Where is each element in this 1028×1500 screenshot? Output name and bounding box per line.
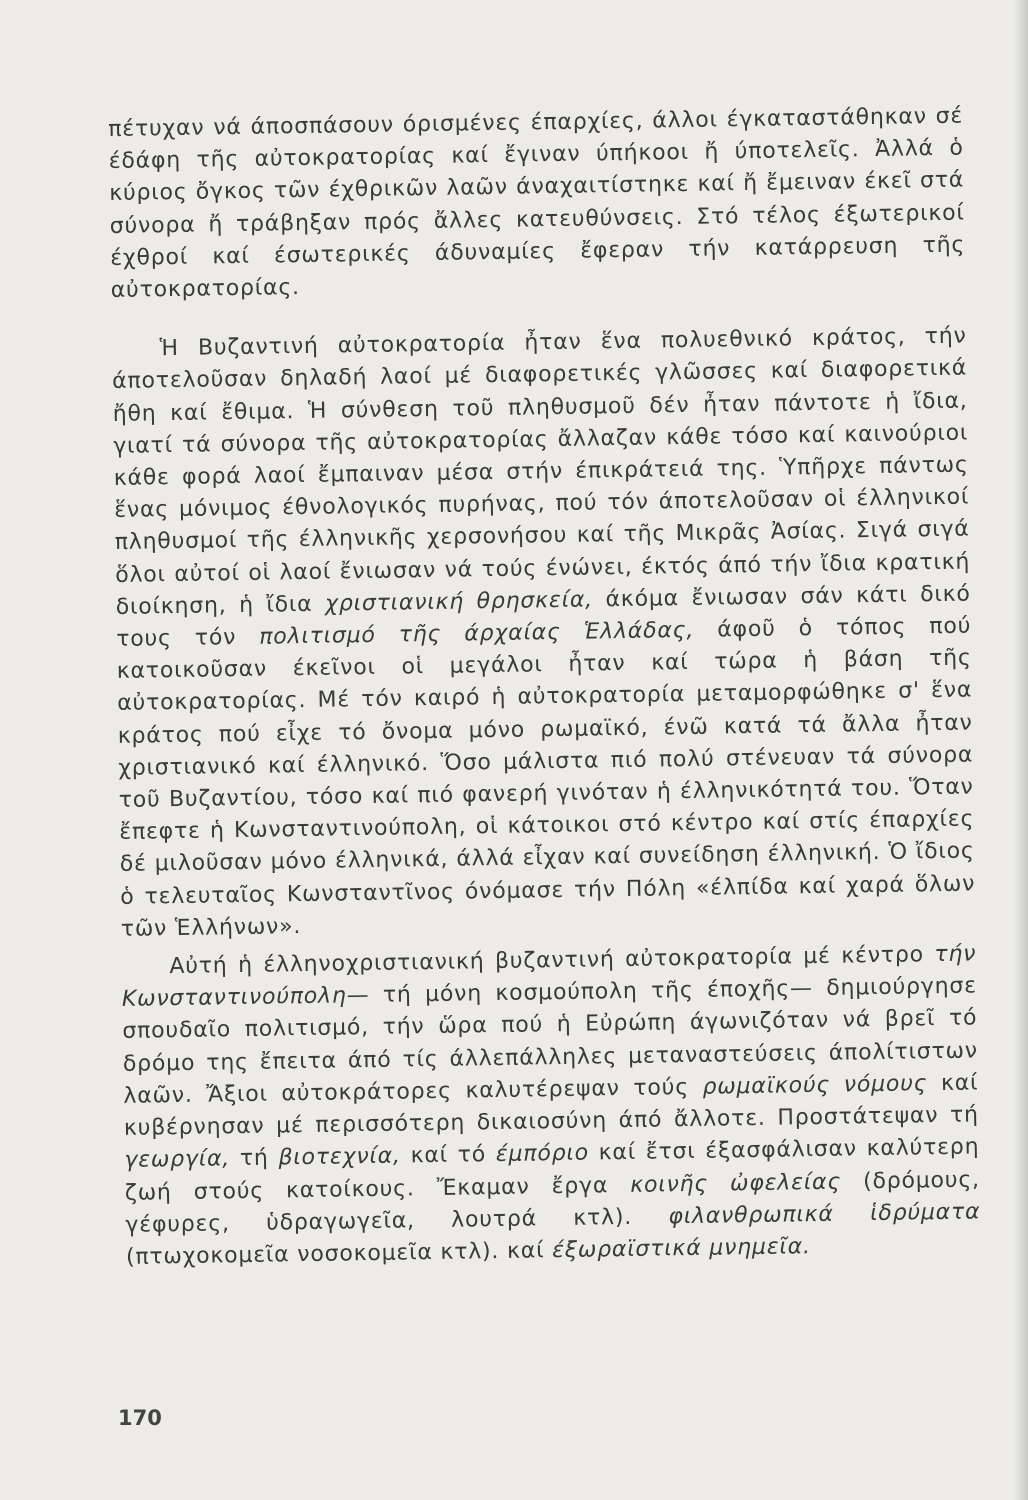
paragraph-3 <box>121 939 981 1274</box>
text-run: πέτυχαν νά άποσπάσουν όρισμένες έπαρχίες, άλλοι έγκαταστάθηκαν σέ έδάφη τῆς αὐτοκρατορίας καί ἔγιναν ύπήκοοι ἤ ύποτελεῖς. Ἀλλά ὁ κύριος ὄγκος τῶν έχθρικῶν λαῶν άναχαιτίστηκε καί ἤ ἔμειναν έκεῖ στά σύνορα ἤ τράβηξαν πρός ἄλλες κατευθύνσεις. Στό τέλος έξωτερικοί έχθροί καί έσωτερικές άδυναμίες ἔφεραν τήν κατάρρευση τῆς αὐτοκρατορίας. <box>108 103 966 303</box>
emphasized-text: χριστιανική θρησκεία, <box>324 587 594 617</box>
body-text <box>108 101 981 1274</box>
emphasized-text: έμπόριο <box>495 1140 590 1168</box>
text-run: τή <box>229 1145 279 1172</box>
emphasized-text: γεωργία, <box>124 1146 231 1174</box>
page-number: 170 <box>118 1406 162 1430</box>
emphasized-text: τήν Κωνσταντινούπολη <box>121 941 977 1013</box>
text-run: άκόμα ἔνιωσαν σάν κάτι δικό τους τόν <box>116 581 971 652</box>
emphasized-text: πολιτισμό τῆς άρχαίας Ἑλλάδας, <box>259 617 695 650</box>
text-run: Αὐτή ἡ έλληνοχριστιανική βυζαντινή αὐτοκρατορία μέ κέντρο <box>169 942 935 980</box>
text-run: καί ἔτσι έξασφάλισαν καλύτερη ζωή στούς κατοίκους. Ἔκαμαν ἔργα <box>124 1134 980 1206</box>
paragraph-1 <box>108 101 966 308</box>
text-run: (δρόμους, γέφυρες, ὑδραγωγεῖα, λουτρά κτλ). <box>125 1166 981 1238</box>
paragraph-2 <box>111 321 976 946</box>
emphasized-text: έξωραϊστικά μνημεῖα. <box>551 1234 811 1264</box>
emphasized-text: βιοτεχνία, <box>278 1143 402 1171</box>
text-run: (πτωχοκομεῖα νοσοκομεῖα κτλ). καί <box>125 1238 553 1270</box>
text-run: καί κυβέρνησαν μέ περισσότερη δικαιοσύνη άπό ἄλλοτε. Προστάτεψαν τή <box>123 1070 980 1141</box>
emphasized-text: φιλανθρωπικά ἱδρύματα <box>668 1199 981 1230</box>
emphasized-text: κοινῆς ὠφελείας <box>630 1169 842 1198</box>
page-edge <box>1014 0 1028 1500</box>
text-run: Ἡ Βυζαντινή αὐτοκρατορία ἦταν ἕνα πολυεθνικό κράτος, τήν άποτελοῦσαν δηλαδή λαοί μέ διαφορετικές γλῶσσες καί διαφορετικά ἤθη καί ἔθιμα. Ἡ σύνθεση τοῦ πληθυσμοῦ δέν ἦταν πάντοτε ἡ ἴδια, γιατί τά σύνορα τῆς αὐτοκρατορίας ἄλλαζαν κάθε τόσο καί καινούριοι κάθε φορά λαοί ἔμπαιναν μέσα στήν έπικράτειά της. Ὑπῆρχε πάντως ἕνας μόνιμος έθνολογικός πυρήνας, πού τόν άποτελοῦσαν οἱ έλληνικοί πληθυσμοί τῆς έλληνικῆς χερσονήσου καί τῆς Μικρᾶς Ἀσίας. Σιγά σιγά ὅλοι αὐτοί οἱ λαοί ἔνιωσαν νά τούς ένώνει, έκτός άπό τήν ἴδια κρατική διοίκηση, ἡ ἴδια <box>112 323 971 620</box>
text-run: άφοῦ ὁ τόπος πού κατοικοῦσαν έκεῖνοι οἱ μεγάλοι ἦταν καί τώρα ἡ βάση τῆς αὐτοκρατορίας. Μέ τόν καιρό ἡ αὐτοκρατορία μεταμορφώθηκε σ' ἕνα κράτος πού εἶχε τό ὄνομα μόνο ρωμαϊκό, ένῶ κατά τά ἄλλα ἦταν χριστιανικό καί έλληνικό. Ὅσο μάλιστα πιό πολύ στένευαν τά σύνορα τοῦ Βυζαντίου, τόσο καί πιό φανερή γινόταν ἡ έλληνικότητά του. Ὅταν ἔπεφτε ἡ Κωνσταντινούπολη, οἱ κάτοικοι στό κέντρο καί στίς έπαρχίες δέ μιλοῦσαν μόνο έλληνικά, άλλά εἶχαν καί συνείδηση έλληνική. Ὁ ἴδιος ὁ τελευταῖος Κωνσταντῖνος όνόμασε τήν Πόλη «έλπίδα καί χαρά ὅλων τῶν Ἑλλήνων». <box>116 613 976 942</box>
text-run: καί τό <box>400 1142 497 1169</box>
emphasized-text: ρωμαϊκούς νόμους <box>702 1071 928 1100</box>
text-run: — τή μόνη κοσμούπολη τῆς έποχῆς— δημιούργησε σπουδαῖο πολιτισμό, τήν ὥρα πού ἡ Εὐρώπη άγωνιζόταν νά βρεῖ τό δρόμο της ἔπειτα άπό τίς άλλεπάλληλες μεταναστεύσεις άπολίτιστων λαῶν. Ἄξιοι αὐτοκράτορες καλυτέρεψαν τούς <box>122 973 979 1109</box>
